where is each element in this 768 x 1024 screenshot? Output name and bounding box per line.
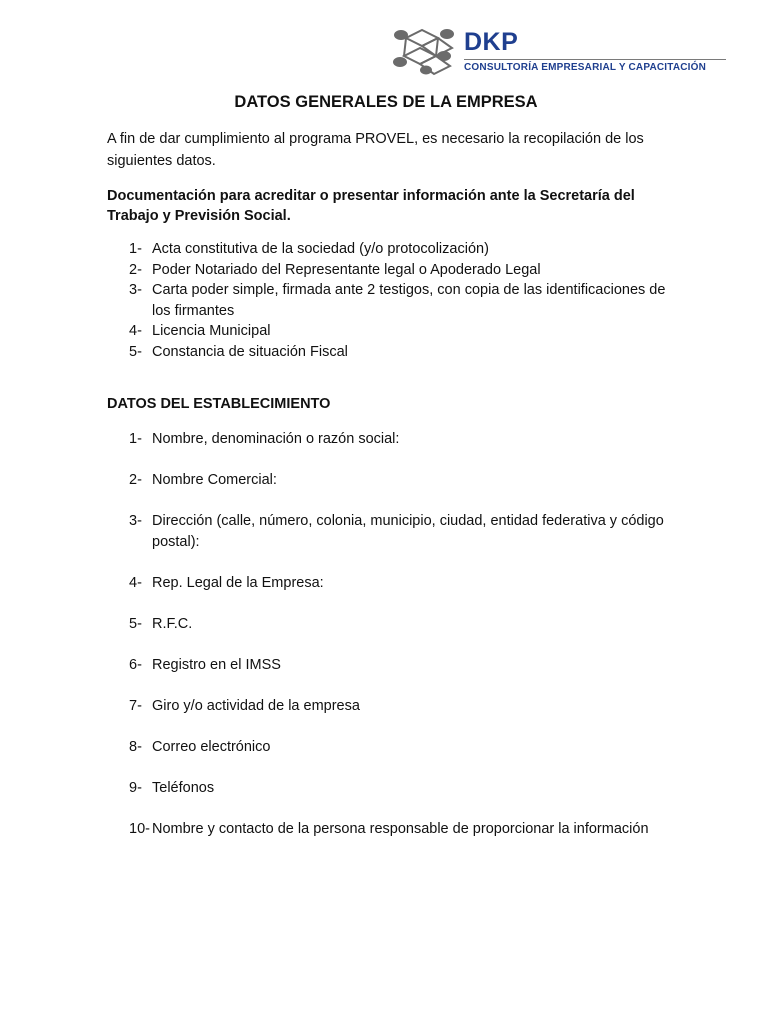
- intro-paragraph: A fin de dar cumplimiento al programa PROVEL, es necesario la recopilación de los siguientes datos.: [107, 131, 644, 169]
- establishment-list: [107, 429, 667, 860]
- list-number: 3-: [129, 282, 142, 298]
- list-item-text: Correo electrónico: [152, 738, 271, 755]
- list-number: 8-: [129, 738, 142, 755]
- list-number: 9-: [129, 779, 142, 796]
- logo-wordmark: DKP: [464, 28, 519, 56]
- list-item-text: Nombre, denominación o razón social:: [152, 431, 400, 447]
- list-item-text: Giro y/o actividad de la empresa: [152, 697, 360, 714]
- list-number: 4-: [129, 323, 142, 339]
- list-item: [107, 614, 667, 635]
- list-item: [107, 342, 667, 363]
- list-item: [107, 321, 667, 342]
- list-number: 3-: [129, 513, 142, 529]
- list-item: [107, 260, 667, 281]
- page-title: DATOS GENERALES DE LA EMPRESA: [234, 93, 538, 111]
- list-item: [107, 239, 667, 260]
- list-item-text: Registro en el IMSS: [152, 656, 281, 673]
- list-number: 6-: [129, 656, 142, 673]
- list-number: 5-: [129, 343, 142, 360]
- list-item-text: Poder Notariado del Representante legal o Apoderado Legal: [152, 261, 541, 278]
- list-item: [107, 655, 667, 676]
- network-cubes-icon: [392, 26, 458, 76]
- list-item: [107, 819, 667, 840]
- list-number: 2-: [129, 261, 142, 278]
- list-number: 1-: [129, 241, 142, 257]
- list-number: 7-: [129, 697, 142, 714]
- list-item: [107, 511, 667, 552]
- list-item: [107, 778, 667, 799]
- list-item-text: Teléfonos: [152, 779, 215, 796]
- list-item: [107, 573, 667, 594]
- company-logo: [392, 26, 732, 78]
- documentation-list: [107, 239, 667, 362]
- establishment-heading: DATOS DEL ESTABLECIMIENTO: [107, 396, 331, 412]
- documentation-heading: Documentación para acreditar o presentar información ante la Secretaría del Trabajo y Previsión Social.: [107, 188, 635, 224]
- list-item-text: Rep. Legal de la Empresa:: [152, 574, 324, 591]
- logo-tagline: CONSULTORÍA EMPRESARIAL Y CAPACITACIÓN: [464, 62, 707, 73]
- list-item: [107, 470, 667, 491]
- list-item-text: R.F.C.: [152, 615, 193, 632]
- list-item-text: Nombre y contacto de la persona responsable de proporcionar la información: [152, 820, 649, 837]
- list-number: 4-: [129, 574, 142, 591]
- list-number: 10-: [129, 820, 150, 837]
- list-item-text: Acta constitutiva de la sociedad (y/o protocolización): [152, 241, 489, 257]
- list-item-text: Nombre Comercial:: [152, 472, 277, 488]
- list-item: [107, 429, 667, 450]
- list-item-text: Carta poder simple, firmada ante 2 testigos, con copia de las identificaciones de los firmantes: [152, 282, 666, 319]
- logo-divider: [464, 59, 726, 60]
- list-item-text: Licencia Municipal: [152, 323, 271, 339]
- list-number: 5-: [129, 615, 142, 632]
- list-item-text: Dirección (calle, número, colonia, municipio, ciudad, entidad federativa y código postal):: [152, 513, 664, 550]
- list-item: [107, 280, 667, 321]
- list-item-text: Constancia de situación Fiscal: [152, 343, 348, 360]
- list-item: [107, 737, 667, 758]
- list-number: 2-: [129, 472, 142, 488]
- list-number: 1-: [129, 431, 142, 447]
- list-item: [107, 696, 667, 717]
